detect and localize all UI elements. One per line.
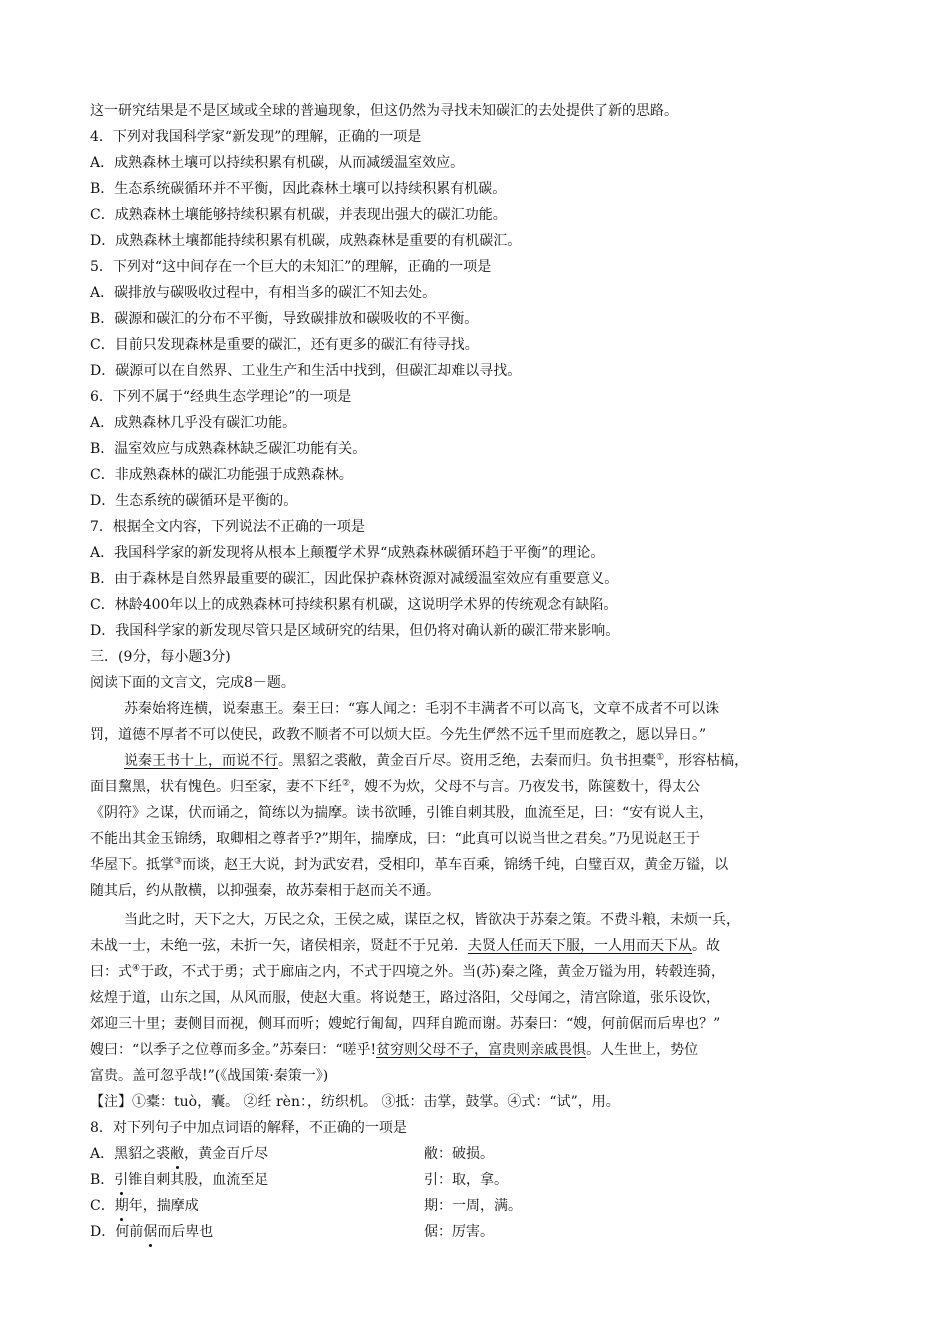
q8-option-d-explanation: 倨：厉害。 xyxy=(424,1224,494,1240)
q7-option-d: D．我国科学家的新发现尽管只是区域研究的结果，但仍将对确认新的碳汇带来影响。 xyxy=(90,623,620,639)
underlined-sentence-2: 夫贤人任而天下服，一人用而天下从 xyxy=(468,938,692,954)
q5-option-c: C．目前只发现森林是重要的碳汇，还有更多的碳汇有待寻找。 xyxy=(90,337,479,353)
section-three-heading: 三．(9分，每小题3分) xyxy=(90,649,231,665)
reading-instruction: 阅读下面的文言文，完成8－题。 xyxy=(90,675,295,691)
passage-p2-line4: 不能出其金玉锦绣，取卿相之尊者乎?”期年，揣摩成，曰：“此真可以说当世之君矣。”乃见说赵王于 xyxy=(90,831,700,847)
passage-p2-line6: 随其后，约从散横，以抑强秦，故苏秦相于赵而关不通。 xyxy=(90,883,440,899)
q4-stem: 4．下列对我国科学家“新发现”的理解，正确的一项是 xyxy=(90,129,422,145)
passage-p2-line5: 华屋下。抵掌③而谈，赵王大说，封为武安君，受相印，革车百乘，锦绣千纯，白璧百双，黄金万镒，以 xyxy=(90,856,729,873)
passage-p3-line2: 未战一士，未绝一弦，未折一矢，诸侯相亲，贤赶不于兄弟．夫贤人任而天下服，一人用而天下从。故 xyxy=(90,938,720,954)
passage-p1-line1: 苏秦始将连横，说秦惠王。秦王曰：“寡人闻之：毛羽不丰满者不可以高飞，文章不成者不可以诛 xyxy=(124,701,720,717)
passage-end-line: 这一研究结果是不是区域或全球的普遍现象，但这仍然为寻找未知碳汇的去处提供了新的思路。 xyxy=(90,103,678,119)
q6-option-c: C．非成熟森林的碳汇功能强于成熟森林。 xyxy=(90,467,353,483)
q5-option-a: A．碳排放与碳吸收过程中，有相当多的碳汇不知去处。 xyxy=(90,285,437,301)
q6-option-a: A．成熟森林几乎没有碳汇功能。 xyxy=(90,415,297,431)
annotation-notes: 【注】①橐：tuò，囊。 ②纴 rèn：，纺织机。 ③抵：击掌，鼓掌。④式：“试”，用。 xyxy=(90,1094,620,1110)
q8-stem: 8．对下列句子中加点词语的解释，不正确的一项是 xyxy=(90,1120,407,1136)
passage-p3-line5: 郊迎三十里；妻侧目而视，侧耳而听；嫂蛇行匍匐，四拜自跪而谢。苏秦曰：“嫂，何前倨而后卑也？” xyxy=(90,1016,721,1032)
passage-p2-line1: 说秦王书十上，而说不行。黑貂之裘敝，黄金百斤尽。资用乏绝，去秦而归。负书担橐①，形容枯槁， xyxy=(124,752,749,769)
q6-option-d: D．生态系统的碳循环是平衡的。 xyxy=(90,493,298,509)
q5-option-b: B．碳源和碳汇的分布不平衡，导致碳排放和碳吸收的不平衡。 xyxy=(90,311,479,327)
dotted-word-d: 倨 xyxy=(143,1224,158,1240)
underlined-sentence-1: 说秦王书十上，而说不行 xyxy=(124,753,278,769)
dotted-word-a: 敝 xyxy=(170,1146,185,1162)
passage-p3-line3: 曰：式④于政，不式于勇；式于廊庙之内，不式于四境之外。当(苏)秦之隆，黄金万镒为用，转毂连骑， xyxy=(90,963,725,980)
q5-option-d: D．碳源可以在自然界、工业生产和生活中找到，但碳汇却难以寻找。 xyxy=(90,363,522,379)
q8-option-b-explanation: 引：取，拿。 xyxy=(424,1172,508,1188)
q8-option-c: C．期年，揣摩成 期：一周，满。 xyxy=(90,1198,522,1214)
q4-option-b: B．生态系统碳循环并不平衡，因此森林土壤可以持续积累有机碳。 xyxy=(90,181,507,197)
q8-option-a: A．黑貂之裘敝，黄金百斤尽 敝：破损。 xyxy=(90,1146,494,1162)
q7-stem: 7．根据全文内容，下列说法不正确的一项是 xyxy=(90,519,365,535)
q4-option-a: A．成熟森林土壤可以持续积累有机碳，从而减缓温室效应。 xyxy=(90,155,465,171)
q5-stem: 5．下列对“这中间存在一个巨大的未知汇”的理解，正确的一项是 xyxy=(90,259,492,275)
q7-option-b: B．由于森林是自然界最重要的碳汇，因此保护森林资源对减缓温室效应有重要意义。 xyxy=(90,571,619,587)
note-mark-3: ③ xyxy=(174,856,183,867)
passage-p2-line2: 面目黧黑，状有愧色。归至家，妻不下纴②，嫂不为炊，父母不与言。乃夜发书，陈箧数十，得太公 xyxy=(90,778,701,795)
q4-option-c: C．成熟森林土壤能够持续积累有机碳，并表现出强大的碳汇功能。 xyxy=(90,207,507,223)
note-mark-2: ② xyxy=(342,778,351,789)
q7-option-c: C．林龄400年以上的成熟森林可持续积累有机碳，这说明学术界的传统观念有缺陷。 xyxy=(90,597,618,613)
passage-p3-line7: 富贵。盖可忽乎哉!”(《战国策·秦策一》) xyxy=(90,1068,329,1084)
passage-p3-line6: 嫂曰：“以季子之位尊而多金。”苏秦曰：“嗟乎!贫穷则父母不子，富贵则亲戚畏惧。人生世上，势位 xyxy=(90,1042,699,1058)
note-mark-1: ① xyxy=(656,752,665,763)
q8-option-c-explanation: 期：一周，满。 xyxy=(424,1198,522,1214)
q8-option-a-explanation: 敝：破损。 xyxy=(424,1146,494,1162)
note-mark-4: ④ xyxy=(132,963,141,974)
q4-option-d: D．成熟森林土壤都能持续积累有机碳，成熟森林是重要的有机碳汇。 xyxy=(90,233,522,249)
passage-p3-line4: 炫煌于道，山东之国，从风而服，使赵大重。将说楚王，路过洛阳，父母闻之，清宫除道，张乐设饮， xyxy=(90,990,720,1006)
q7-option-a: A．我国科学家的新发现将从根本上颠覆学术界“成熟森林碳循环趋于平衡”的理论。 xyxy=(90,545,605,561)
passage-p1-line2: 罚，道德不厚者不可以使民，政教不顺者不可以烦大臣。今先生俨然不远千里而庭教之，愿以异日。” xyxy=(90,727,707,743)
q8-option-b: B．引锥自刺其股，血流至足 引：取，拿。 xyxy=(90,1172,508,1188)
dotted-word-c: 期 xyxy=(114,1198,129,1214)
dotted-word-b: 引 xyxy=(114,1172,129,1188)
q6-stem: 6．下列不属于“经典生态学理论”的一项是 xyxy=(90,389,352,405)
passage-p2-line3: 《阴符》之谋，伏而诵之，简练以为揣摩。读书欲睡，引锥自刺其股，血流至足，曰：“安有说人主， xyxy=(90,805,714,821)
q8-option-d: D．何前倨而后卑也 倨：厉害。 xyxy=(90,1224,494,1240)
q6-option-b: B．温室效应与成熟森林缺乏碳汇功能有关。 xyxy=(90,441,367,457)
underlined-sentence-3: 贫穷则父母不子，富贵则亲戚畏惧 xyxy=(376,1042,587,1058)
passage-p3-line1: 当此之时，天下之大，万民之众，王侯之威，谋臣之权，皆欲决于苏秦之策。不费斗粮，未烦一兵， xyxy=(124,912,740,928)
